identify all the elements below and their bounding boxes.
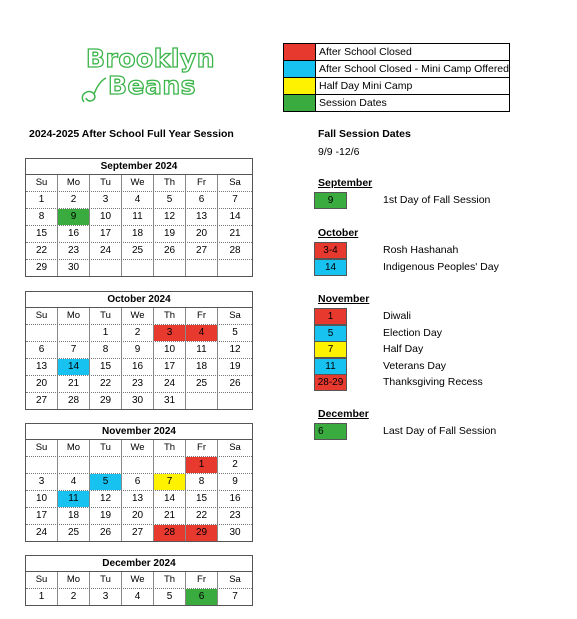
event-date-swatch: 28-29 bbox=[314, 374, 347, 391]
day-cell: 8 bbox=[186, 474, 218, 490]
day-cell: 20 bbox=[122, 508, 154, 524]
event-month-heading: December bbox=[318, 408, 369, 420]
weekday-cell: Su bbox=[26, 175, 58, 191]
legend-row bbox=[284, 78, 509, 95]
day-cell: 17 bbox=[90, 226, 122, 242]
event-date-swatch: 14 bbox=[314, 259, 347, 276]
weekday-cell: Tu bbox=[90, 440, 122, 456]
day-cell: 6 bbox=[186, 589, 218, 605]
legend-label: Session Dates bbox=[319, 97, 387, 109]
day-cell: 27 bbox=[26, 393, 58, 409]
day-cell: 3 bbox=[90, 589, 122, 605]
day-cell: 10 bbox=[90, 209, 122, 225]
day-cell: 23 bbox=[122, 376, 154, 392]
day-cell: 10 bbox=[154, 342, 186, 358]
weekday-cell: Sa bbox=[229, 177, 241, 188]
day-cell: 28 bbox=[58, 393, 90, 409]
day-cell: 2 bbox=[58, 589, 90, 605]
day-cell: 22 bbox=[90, 376, 122, 392]
day-cell: 14 bbox=[229, 211, 241, 222]
event-month-heading: September bbox=[318, 177, 373, 189]
event-date-swatch: 5 bbox=[314, 325, 347, 342]
day-cell: 9 bbox=[232, 476, 238, 487]
day-cell: 17 bbox=[154, 359, 186, 375]
day-cell bbox=[218, 393, 252, 409]
weekday-header bbox=[26, 175, 252, 192]
event-label: Election Day bbox=[383, 326, 442, 339]
day-cell: 2 bbox=[58, 192, 90, 208]
day-cell: 30 bbox=[122, 393, 154, 409]
day-cell: 7 bbox=[232, 194, 238, 205]
day-cell: 28 bbox=[229, 245, 241, 256]
day-cell: 26 bbox=[90, 525, 122, 541]
legend-swatch bbox=[284, 95, 316, 111]
day-cell: 16 bbox=[58, 226, 90, 242]
day-cell: 24 bbox=[26, 525, 58, 541]
week-row bbox=[26, 243, 252, 260]
day-cell: 11 bbox=[122, 209, 154, 225]
weekday-cell: Fr bbox=[186, 175, 218, 191]
day-cell: 5 bbox=[90, 474, 122, 490]
day-cell: 2 bbox=[232, 459, 238, 470]
day-cell bbox=[122, 457, 154, 473]
weekday-cell: Su bbox=[26, 308, 58, 324]
day-cell: 18 bbox=[58, 508, 90, 524]
day-cell bbox=[26, 457, 58, 473]
week-row bbox=[26, 508, 252, 525]
color-legend bbox=[283, 43, 510, 112]
day-cell: 6 bbox=[122, 474, 154, 490]
day-cell: 11 bbox=[58, 491, 90, 507]
day-cell: 5 bbox=[154, 192, 186, 208]
legend-row bbox=[284, 44, 509, 61]
day-cell: 21 bbox=[154, 508, 186, 524]
weekday-cell: Sa bbox=[229, 310, 241, 321]
weekday-cell: Th bbox=[154, 572, 186, 588]
weekday-header bbox=[26, 440, 252, 457]
logo-line2: Beans bbox=[108, 71, 197, 100]
week-row bbox=[26, 474, 252, 491]
calendar-title: December 2024 bbox=[26, 556, 252, 572]
day-cell: 20 bbox=[26, 376, 58, 392]
logo-line1: Brooklyn bbox=[86, 44, 216, 73]
month-calendar bbox=[25, 158, 253, 277]
day-cell: 9 bbox=[122, 342, 154, 358]
weekday-header bbox=[26, 308, 252, 325]
event-label: Rosh Hashanah bbox=[383, 244, 459, 256]
legend-row bbox=[284, 61, 509, 78]
day-cell: 4 bbox=[122, 589, 154, 605]
day-cell: 4 bbox=[122, 192, 154, 208]
weekday-cell: Fr bbox=[186, 308, 218, 324]
legend-swatch bbox=[284, 44, 316, 60]
day-cell: 24 bbox=[90, 243, 122, 259]
day-cell: 13 bbox=[26, 359, 58, 375]
week-row bbox=[26, 525, 252, 541]
day-cell: 6 bbox=[26, 342, 58, 358]
day-cell: 27 bbox=[122, 525, 154, 541]
weekday-cell: We bbox=[122, 572, 154, 588]
day-cell bbox=[122, 260, 154, 276]
day-cell: 22 bbox=[186, 508, 218, 524]
legend-label: After School Closed bbox=[319, 46, 412, 58]
day-cell: 19 bbox=[229, 361, 241, 372]
weekday-cell: We bbox=[122, 308, 154, 324]
week-row bbox=[26, 491, 252, 508]
day-cell: 18 bbox=[122, 226, 154, 242]
event-date-swatch: 1 bbox=[314, 308, 347, 325]
day-cell: 23 bbox=[229, 510, 241, 521]
month-calendar bbox=[25, 423, 253, 542]
week-row bbox=[26, 226, 252, 243]
day-cell: 2 bbox=[122, 325, 154, 341]
weekday-cell: Tu bbox=[90, 175, 122, 191]
day-cell: 25 bbox=[122, 243, 154, 259]
month-calendar bbox=[25, 555, 253, 606]
day-cell bbox=[90, 457, 122, 473]
week-row bbox=[26, 457, 252, 474]
day-cell: 15 bbox=[186, 491, 218, 507]
day-cell: 11 bbox=[186, 342, 218, 358]
day-cell: 18 bbox=[186, 359, 218, 375]
day-cell: 3 bbox=[26, 474, 58, 490]
day-cell: 21 bbox=[58, 376, 90, 392]
day-cell: 16 bbox=[122, 359, 154, 375]
day-cell: 16 bbox=[229, 493, 241, 504]
day-cell: 1 bbox=[26, 589, 58, 605]
event-date-swatch: 7 bbox=[314, 341, 347, 358]
day-cell: 14 bbox=[58, 359, 90, 375]
week-row bbox=[26, 209, 252, 226]
weekday-cell: We bbox=[122, 440, 154, 456]
weekday-cell: Sa bbox=[229, 574, 241, 585]
week-row bbox=[26, 393, 252, 409]
day-cell: 12 bbox=[229, 344, 241, 355]
day-cell: 1 bbox=[186, 457, 218, 473]
weekday-cell: Th bbox=[154, 440, 186, 456]
day-cell bbox=[58, 457, 90, 473]
day-cell bbox=[58, 325, 90, 341]
calendar-title: November 2024 bbox=[26, 424, 252, 440]
legend-row bbox=[284, 95, 509, 111]
event-date-swatch: 9 bbox=[314, 192, 347, 209]
month-calendar bbox=[25, 291, 253, 410]
day-cell: 7 bbox=[154, 474, 186, 490]
week-row bbox=[26, 589, 252, 605]
day-cell: 9 bbox=[58, 209, 90, 225]
legend-label: Half Day Mini Camp bbox=[319, 80, 413, 92]
day-cell: 5 bbox=[154, 589, 186, 605]
day-cell: 23 bbox=[58, 243, 90, 259]
day-cell: 3 bbox=[154, 325, 186, 341]
week-row bbox=[26, 376, 252, 393]
day-cell: 4 bbox=[58, 474, 90, 490]
day-cell: 24 bbox=[154, 376, 186, 392]
day-cell bbox=[154, 457, 186, 473]
day-cell: 29 bbox=[90, 393, 122, 409]
day-cell: 25 bbox=[58, 525, 90, 541]
event-month-heading: November bbox=[318, 293, 370, 305]
day-cell: 27 bbox=[186, 243, 218, 259]
day-cell: 30 bbox=[58, 260, 90, 276]
day-cell: 15 bbox=[90, 359, 122, 375]
calendar-title: October 2024 bbox=[26, 292, 252, 308]
calendar-title: September 2024 bbox=[26, 159, 252, 175]
day-cell: 7 bbox=[58, 342, 90, 358]
day-cell: 14 bbox=[154, 491, 186, 507]
week-row bbox=[26, 192, 252, 209]
day-cell: 6 bbox=[186, 192, 218, 208]
week-row bbox=[26, 325, 252, 342]
weekday-cell: Tu bbox=[90, 308, 122, 324]
day-cell: 29 bbox=[26, 260, 58, 276]
brooklyn-beans-logo bbox=[76, 44, 216, 106]
day-cell: 20 bbox=[186, 226, 218, 242]
fall-session-title: Fall Session Dates bbox=[318, 128, 411, 140]
day-cell bbox=[186, 393, 218, 409]
main-title: 2024-2025 After School Full Year Session bbox=[29, 128, 234, 140]
legend-label: After School Closed - Mini Camp Offered bbox=[318, 63, 509, 75]
event-label: Last Day of Fall Session bbox=[383, 425, 497, 437]
weekday-cell: Su bbox=[26, 572, 58, 588]
event-month-heading: October bbox=[318, 227, 359, 239]
weekday-cell: Sa bbox=[229, 442, 241, 453]
weekday-cell: Mo bbox=[58, 175, 90, 191]
day-cell: 30 bbox=[229, 527, 241, 538]
day-cell: 3 bbox=[90, 192, 122, 208]
week-row bbox=[26, 342, 252, 359]
day-cell: 1 bbox=[90, 325, 122, 341]
day-cell: 13 bbox=[122, 491, 154, 507]
legend-swatch bbox=[284, 61, 316, 77]
weekday-cell: Th bbox=[154, 308, 186, 324]
event-label: Veterans Day bbox=[383, 359, 447, 372]
day-cell: 17 bbox=[26, 508, 58, 524]
day-cell: 12 bbox=[154, 209, 186, 225]
event-label: 1st Day of Fall Session bbox=[383, 194, 491, 206]
event-date-swatch: 6 bbox=[314, 423, 347, 440]
weekday-cell: Mo bbox=[58, 572, 90, 588]
day-cell bbox=[186, 260, 218, 276]
day-cell: 31 bbox=[154, 393, 186, 409]
day-cell: 21 bbox=[229, 228, 241, 239]
weekday-cell: Fr bbox=[186, 440, 218, 456]
weekday-cell: Mo bbox=[58, 440, 90, 456]
day-cell: 19 bbox=[154, 226, 186, 242]
day-cell: 25 bbox=[186, 376, 218, 392]
day-cell: 19 bbox=[90, 508, 122, 524]
day-cell: 26 bbox=[229, 378, 241, 389]
event-label: Thanksgiving Recess bbox=[383, 376, 483, 388]
week-row bbox=[26, 260, 252, 276]
weekday-cell: Fr bbox=[186, 572, 218, 588]
day-cell: 8 bbox=[90, 342, 122, 358]
day-cell bbox=[218, 260, 252, 276]
weekday-cell: Su bbox=[26, 440, 58, 456]
week-row bbox=[26, 359, 252, 376]
event-label: Indigenous Peoples' Day bbox=[383, 260, 499, 273]
day-cell: 29 bbox=[186, 525, 218, 541]
day-cell: 12 bbox=[90, 491, 122, 507]
day-cell: 8 bbox=[26, 209, 58, 225]
day-cell: 7 bbox=[232, 591, 238, 602]
day-cell bbox=[26, 325, 58, 341]
day-cell bbox=[154, 260, 186, 276]
day-cell: 1 bbox=[26, 192, 58, 208]
day-cell bbox=[90, 260, 122, 276]
day-cell: 4 bbox=[186, 325, 218, 341]
fall-session-range: 9/9 -12/6 bbox=[318, 146, 360, 158]
event-date-swatch: 11 bbox=[314, 358, 347, 375]
event-label: Half Day bbox=[383, 343, 424, 355]
day-cell: 22 bbox=[26, 243, 58, 259]
event-label: Diwali bbox=[383, 310, 412, 322]
weekday-cell: Mo bbox=[58, 308, 90, 324]
day-cell: 28 bbox=[154, 525, 186, 541]
day-cell: 10 bbox=[26, 491, 58, 507]
weekday-cell: We bbox=[122, 175, 154, 191]
event-date-swatch: 3-4 bbox=[314, 242, 347, 259]
weekday-header bbox=[26, 572, 252, 589]
weekday-cell: Th bbox=[154, 175, 186, 191]
day-cell: 26 bbox=[154, 243, 186, 259]
legend-swatch bbox=[284, 78, 316, 94]
day-cell: 13 bbox=[186, 209, 218, 225]
weekday-cell: Tu bbox=[90, 572, 122, 588]
day-cell: 15 bbox=[26, 226, 58, 242]
day-cell: 5 bbox=[232, 327, 238, 338]
